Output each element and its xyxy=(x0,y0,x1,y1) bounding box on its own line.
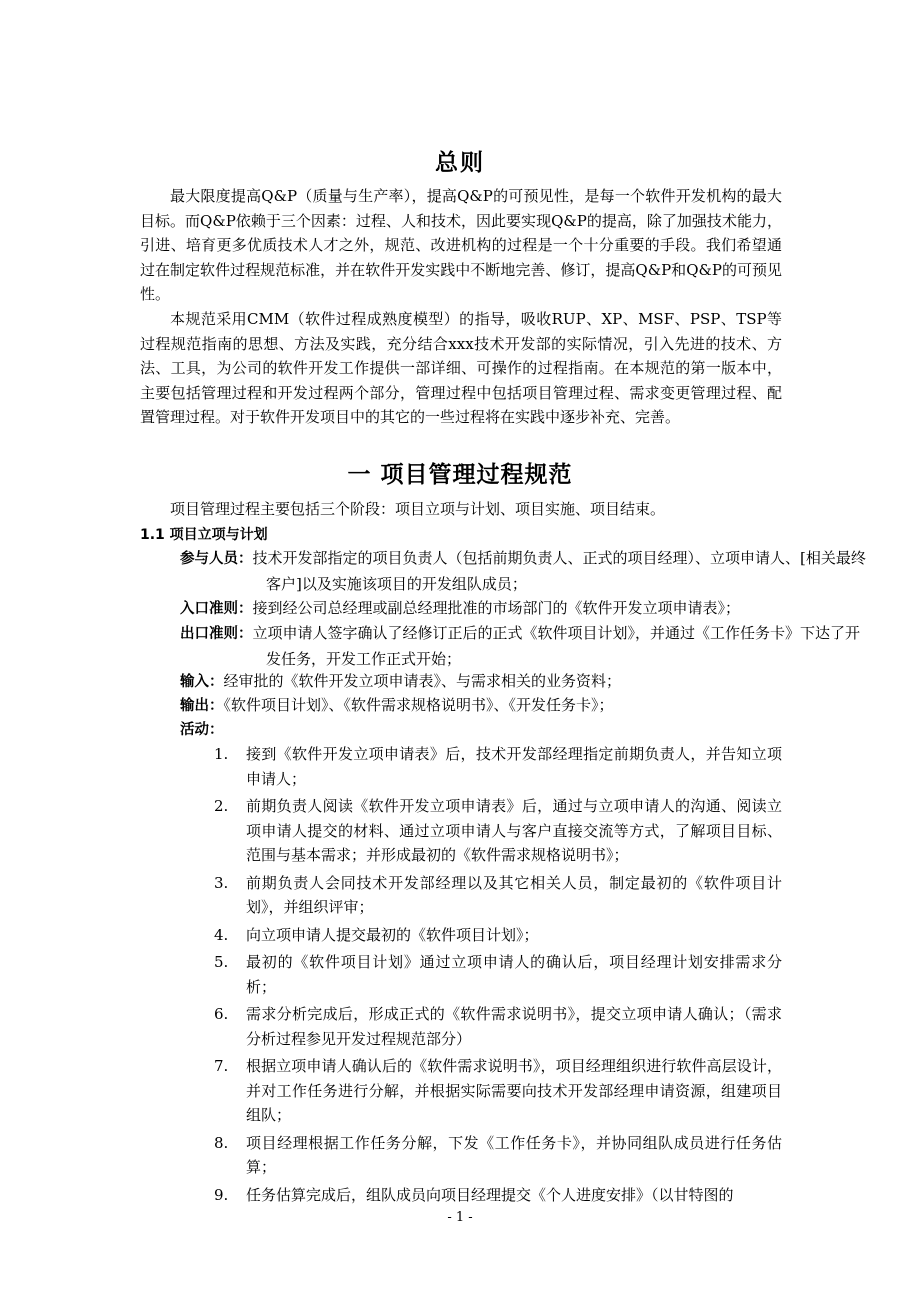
list-item-text: 需求分析完成后，形成正式的《软件需求说明书》，提交立项申请人确认；（需求分析过程参见开发过程规范部分） xyxy=(246,1005,782,1048)
intro-paragraph-1: 最大限度提高Q&P（质量与生产率），提高Q&P的可预见性，是每一个软件开发机构的最大目标。而Q&P依赖于三个因素：过程、人和技术，因此要实现Q&P的提高，除了加强技术能力，引进、培育更多优质技术人才之外，规范、改进机构的过程是一个十分重要的手段。我们希望通过在制定软件过程规范标准，并在软件开发实践中不断地完善、修订，提高Q&P和Q&P的可预见性。 xyxy=(140,187,782,303)
list-item-number: 7. xyxy=(214,1057,229,1075)
list-item-number: 2. xyxy=(214,797,229,815)
exit-label: 出口准则： xyxy=(180,626,253,642)
entry-label: 入口准则： xyxy=(180,601,253,617)
list-item-text: 最初的《软件项目计划》通过立项申请人的确认后，项目经理计划安排需求分析； xyxy=(246,953,782,996)
list-item xyxy=(214,794,782,868)
list-item-text: 任务估算完成后，组队成员向项目经理提交《个人进度安排》（以甘特图的 xyxy=(246,1185,734,1204)
list-item xyxy=(214,871,782,920)
exit-text: 立项申请人签字确认了经修订正后的正式《软件项目计划》，并通过《工作任务卡》下达了开发任务，开发工作正式开始； xyxy=(252,624,861,668)
list-item xyxy=(214,742,782,791)
list-item xyxy=(214,1002,782,1051)
output-text: 《软件项目计划》、《软件需求规格说明书》、《开发任务卡》； xyxy=(223,696,614,714)
list-item-number: 9. xyxy=(214,1185,229,1204)
output-field xyxy=(180,693,782,719)
participants-field xyxy=(180,546,868,596)
input-label: 输入： xyxy=(180,674,224,690)
input-field xyxy=(180,669,782,695)
list-item xyxy=(214,1183,782,1208)
activities-list xyxy=(214,742,782,1210)
list-item-text: 前期负责人会同技术开发部经理以及其它相关人员，制定最初的《软件项目计划》，并组织评审； xyxy=(246,873,782,916)
list-item-number: 3. xyxy=(214,873,229,892)
list-item-number: 1. xyxy=(214,745,229,763)
page-title: 总则 xyxy=(435,150,485,176)
list-item-text: 项目经理根据工作任务分解，下发《工作任务卡》，并协同组队成员进行任务估算； xyxy=(246,1133,782,1176)
page-number: - 1 - xyxy=(447,1210,473,1225)
list-item-number: 8. xyxy=(214,1133,229,1152)
list-item xyxy=(214,1054,782,1128)
input-text: 经审批的《软件开发立项申请表》、与需求相关的业务资料； xyxy=(223,672,622,690)
list-item-number: 6. xyxy=(214,1005,229,1023)
participants-label: 参与人员： xyxy=(180,551,253,567)
list-item-text: 前期负责人阅读《软件开发立项申请表》后，通过与立项申请人的沟通、阅读立项申请人提交的材料、通过立项申请人与客户直接交流等方式，了解项目目标、范围与基本需求；并形成最初的《软件需求规格说明书》； xyxy=(246,797,782,864)
list-item-number: 4. xyxy=(214,925,229,944)
list-item xyxy=(214,923,782,948)
activities-label: 活动： xyxy=(180,722,224,738)
chapter-intro: 项目管理过程主要包括三个阶段：项目立项与计划、项目实施、项目结束。 xyxy=(170,500,666,518)
participants-text: 技术开发部指定的项目负责人（包括前期负责人、正式的项目经理）、立项申请人、[相关最终客户]以及实施该项目的开发组队成员； xyxy=(252,549,866,593)
list-item-number: 5. xyxy=(214,953,229,971)
entry-text: 接到经公司总经理或副总经理批准的市场部门的《软件开发立项申请表》； xyxy=(252,599,741,617)
output-label: 输出： xyxy=(180,698,224,714)
list-item-text: 根据立项申请人确认后的《软件需求说明书》，项目经理组织进行软件高层设计，并对工作任务进行分解，并根据实际需要向技术开发部经理申请资源，组建项目组队； xyxy=(246,1057,782,1124)
list-item xyxy=(214,1131,782,1180)
chapter-title: 一 项目管理过程规范 xyxy=(347,462,573,488)
list-item-text: 向立项申请人提交最初的《软件项目计划》； xyxy=(246,925,539,944)
section-title: 1.1 项目立项与计划 xyxy=(140,527,268,543)
list-item xyxy=(214,950,782,999)
intro-paragraph-2: 本规范采用CMM（软件过程成熟度模型）的指导，吸收RUP、XP、MSF、PSP、TSP等过程规范指南的思想、方法及实践，充分结合xxx技术开发部的实际情况，引入先进的技术、方法、工具，为公司的软件开发工作提供一部详细、可操作的过程指南。在本规范的第一版本中，主要包括管理过程和开发过程两个部分，管理过程中包括项目管理过程、需求变更管理过程、配置管理过程。对于软件开发项目中的其它的一些过程将在实践中逐步补充、完善。 xyxy=(140,310,783,426)
exit-criteria-field xyxy=(180,621,868,671)
entry-criteria-field xyxy=(180,596,782,622)
list-item-text: 接到《软件开发立项申请表》后，技术开发部经理指定前期负责人，并告知立项申请人； xyxy=(246,745,782,788)
